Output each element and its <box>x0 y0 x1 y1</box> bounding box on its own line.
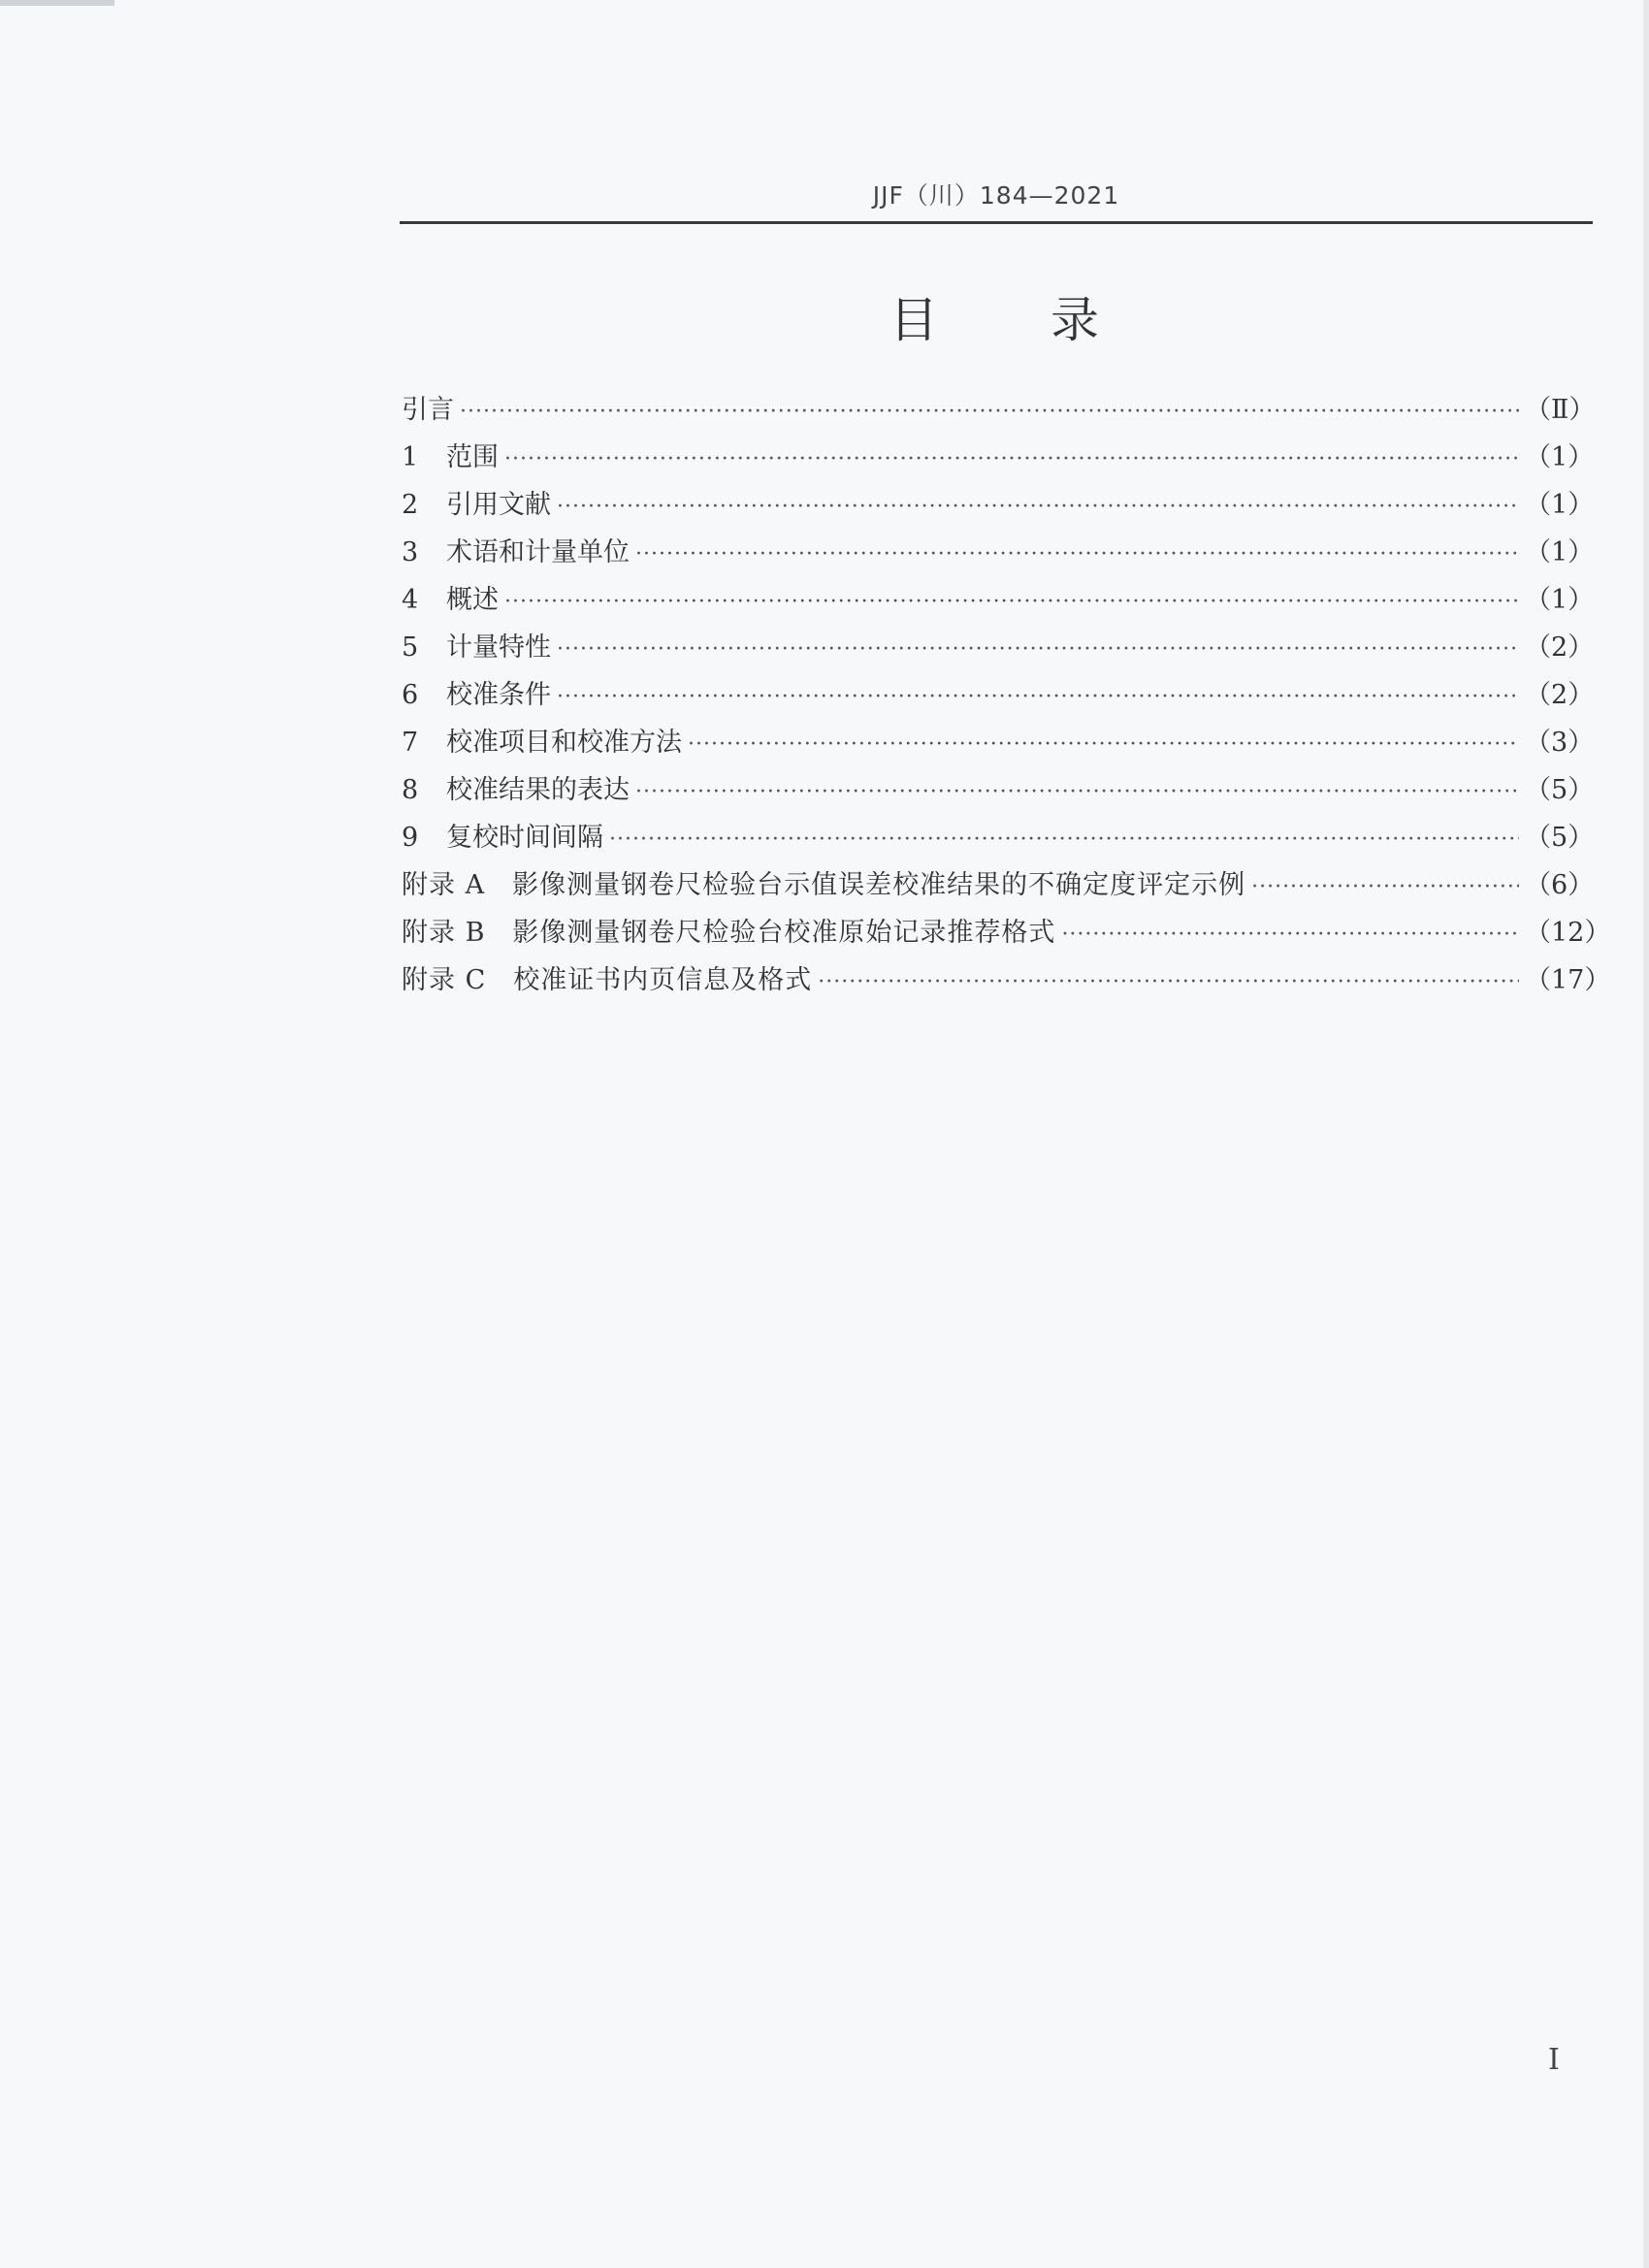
toc-entry-number: 5 <box>402 632 419 663</box>
toc-entry-number: 8 <box>402 775 419 805</box>
toc-entry-title: 计量特性 <box>446 632 551 663</box>
toc-entry-number: 6 <box>402 680 419 710</box>
toc-entry-page: （Ⅱ） <box>1525 395 1596 425</box>
toc-entry-title: 校准条件 <box>446 680 551 710</box>
toc-entry-title: 术语和计量单位 <box>446 537 630 567</box>
toc-entry-page: （5） <box>1525 823 1595 853</box>
toc-entry-introduction[interactable] <box>402 386 1596 434</box>
toc-entry-appendix-a[interactable] <box>402 861 1593 909</box>
dot-leader <box>635 768 1519 816</box>
title-char-2: 录 <box>1051 292 1103 348</box>
dot-leader <box>557 626 1519 673</box>
page-number: Ⅰ <box>1548 2043 1560 2077</box>
toc-entry-title: 附录 A 影像测量钢卷尺检验台示值误差校准结果的不确定度评定示例 <box>402 870 1246 900</box>
toc-entry-5[interactable] <box>402 624 1593 671</box>
toc-entry-page: （1） <box>1525 537 1595 567</box>
dot-leader <box>688 721 1519 768</box>
toc-entry-number: 1 <box>402 442 419 472</box>
toc-entry-title: 引用文献 <box>446 490 551 520</box>
toc-entry-number: 9 <box>402 823 419 853</box>
toc-entry-page: （2） <box>1525 680 1595 710</box>
toc-entry-1[interactable] <box>402 434 1593 481</box>
toc-entry-appendix-b[interactable] <box>402 909 1611 956</box>
toc-entry-3[interactable] <box>402 529 1593 576</box>
toc-entry-title: 概述 <box>446 585 499 615</box>
toc-entry-page: （1） <box>1525 585 1595 615</box>
dot-leader <box>504 578 1519 626</box>
toc-entry-number: 7 <box>402 728 419 758</box>
toc-entry-page: （1） <box>1525 442 1595 472</box>
toc-entry-8[interactable] <box>402 766 1593 814</box>
toc-entry-title: 引言 <box>402 395 454 425</box>
toc-entry-2[interactable] <box>402 481 1593 529</box>
toc-entry-title: 校准项目和校准方法 <box>446 728 682 758</box>
toc-entry-7[interactable] <box>402 719 1593 766</box>
dot-leader <box>1251 863 1519 911</box>
running-header: JJF（川）184—2021 <box>872 181 1120 210</box>
scan-edge <box>1643 0 1649 2268</box>
toc-entry-page: （5） <box>1525 775 1595 805</box>
toc-entry-6[interactable] <box>402 671 1593 719</box>
dot-leader <box>557 483 1519 531</box>
scan-border <box>0 0 114 6</box>
dot-leader <box>557 673 1519 721</box>
toc-entry-number: 3 <box>402 537 419 567</box>
toc-entry-page: （17） <box>1525 965 1611 995</box>
toc-entry-title: 校准结果的表达 <box>446 775 630 805</box>
title-char-1: 目 <box>889 292 942 348</box>
toc-entry-page: （1） <box>1525 490 1595 520</box>
header-rule <box>400 221 1593 224</box>
toc-entry-number: 2 <box>402 490 419 520</box>
toc-entry-page: （3） <box>1525 728 1595 758</box>
dot-leader <box>460 388 1519 436</box>
table-of-contents <box>402 386 1611 1004</box>
dot-leader <box>818 958 1519 1006</box>
dot-leader <box>504 436 1519 483</box>
dot-leader <box>609 816 1519 863</box>
toc-entry-title: 范围 <box>446 442 499 472</box>
toc-entry-appendix-c[interactable] <box>402 956 1611 1004</box>
toc-entry-title: 附录 C 校准证书内页信息及格式 <box>402 965 813 995</box>
toc-entry-9[interactable] <box>402 814 1593 861</box>
toc-entry-page: （2） <box>1525 632 1595 663</box>
toc-entry-title: 复校时间间隔 <box>446 823 603 853</box>
toc-entry-number: 4 <box>402 585 419 615</box>
dot-leader <box>1061 911 1519 958</box>
toc-entry-title: 附录 B 影像测量钢卷尺检验台校准原始记录推荐格式 <box>402 918 1056 948</box>
page-title <box>400 281 1593 351</box>
toc-entry-4[interactable] <box>402 576 1593 624</box>
toc-entry-page: （6） <box>1525 870 1595 900</box>
dot-leader <box>635 531 1519 578</box>
toc-entry-page: （12） <box>1525 918 1611 948</box>
